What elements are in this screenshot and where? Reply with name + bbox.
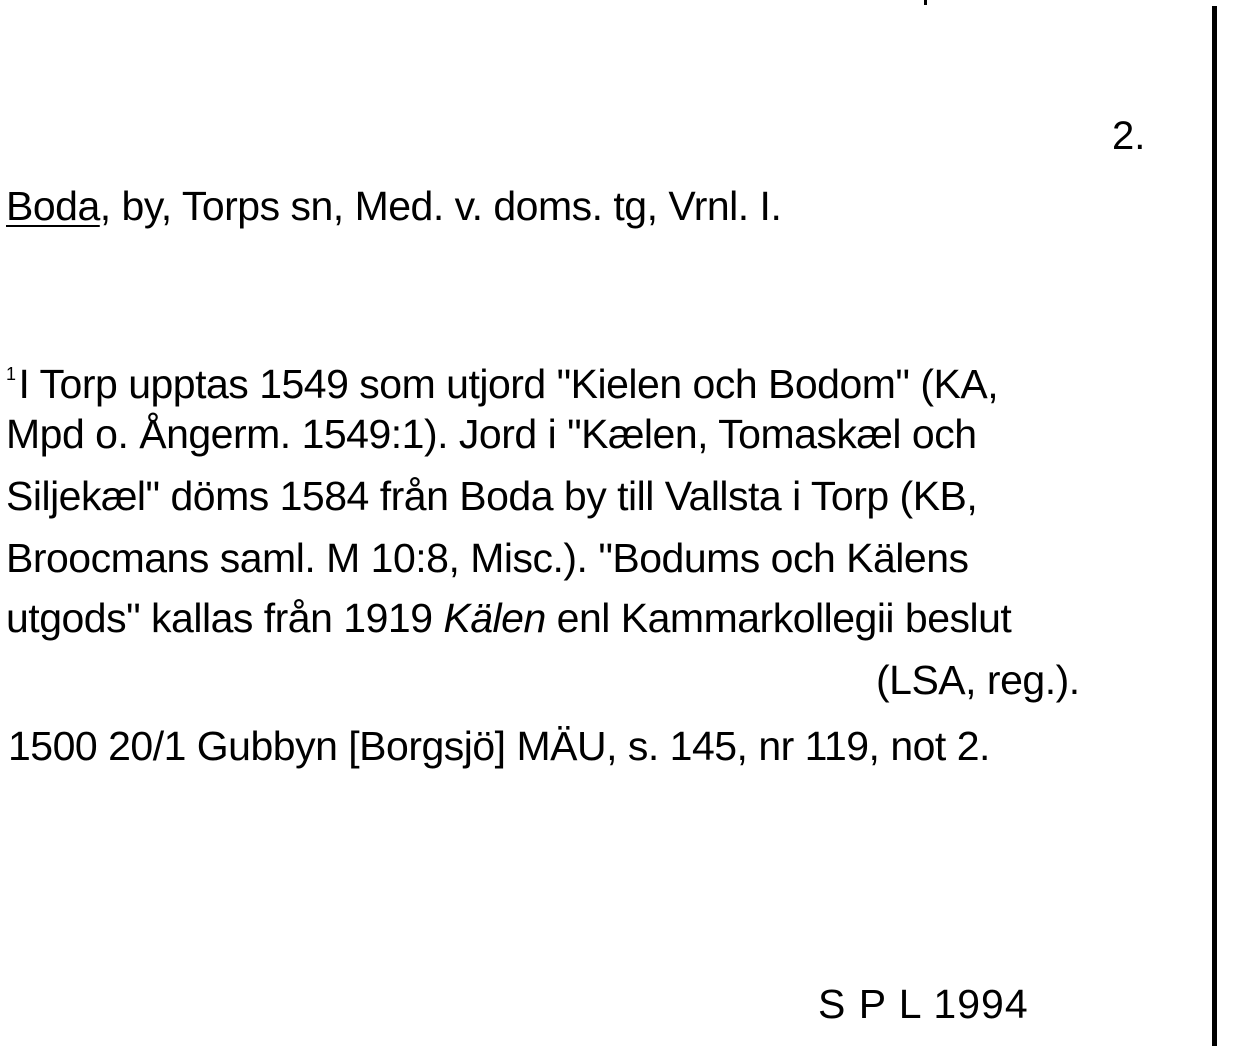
- footnote-line-4: Broocmans saml. M 10:8, Misc.). "Bodums och Kälens: [6, 535, 969, 581]
- footnote-line-1-text: I Torp upptas 1549 som utjord "Kielen och Bodom" (KA,: [18, 361, 999, 407]
- card-edge-rule: [1212, 6, 1217, 1046]
- scan-speck: [924, 0, 927, 5]
- entry-heading: [6, 182, 781, 230]
- place-name-italic: Kälen: [443, 595, 546, 641]
- signature-initials: S P L 1994: [818, 981, 1029, 1027]
- heading-details: , by, Torps sn, Med. v. doms. tg, Vrnl. I.: [99, 183, 782, 229]
- source-citation: 1500 20/1 Gubbyn [Borgsjö] MÄU, s. 145, nr 119, not 2.: [8, 723, 990, 769]
- footnote-line-2: Mpd o. Ångerm. 1549:1). Jord i "Kælen, Tomaskæl och: [6, 411, 977, 457]
- footnote-line-6: (LSA, reg.).: [876, 657, 1080, 703]
- footnote-line-3: Siljekæl" döms 1584 från Boda by till Vallsta i Torp (KB,: [6, 473, 978, 519]
- footnote-line-5-start: utgods" kallas från 1919: [6, 595, 444, 641]
- footnote-line-5: [6, 594, 1011, 642]
- page-number: 2.: [1112, 114, 1146, 158]
- footnote-marker: 1: [6, 364, 16, 384]
- headword: Boda: [6, 183, 100, 229]
- footnote-line-5-end: enl Kammarkollegii beslut: [545, 595, 1012, 641]
- footnote-line-1: [6, 350, 998, 408]
